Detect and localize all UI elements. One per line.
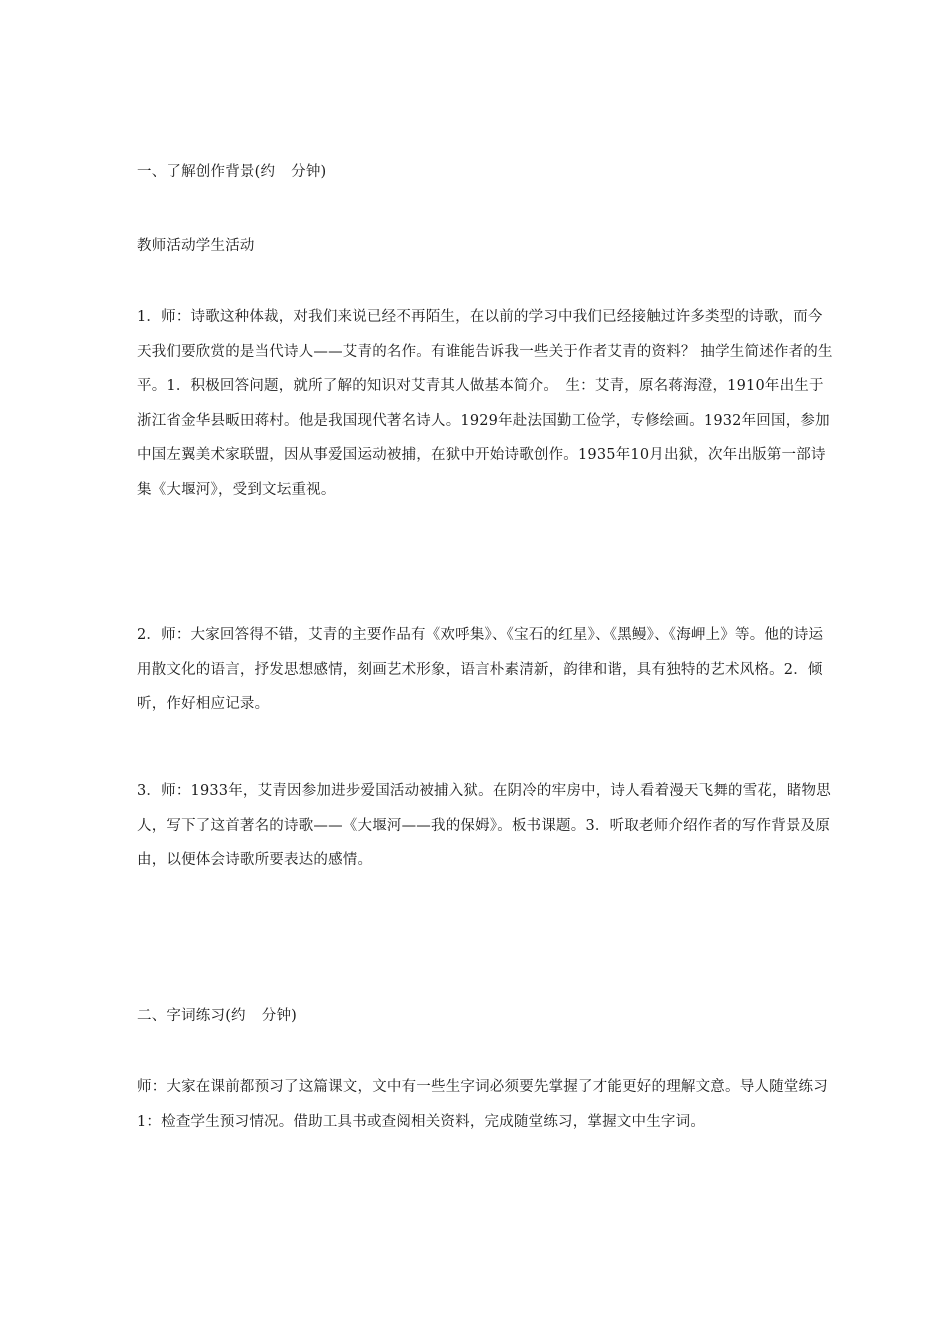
section1-heading-prefix: 一、了解创作背景(约 xyxy=(137,164,276,180)
section1-paragraph-2: 2．师：大家回答得不错，艾青的主要作品有《欢呼集》、《宝石的红星》、《黑鳗》、《海岬上》等。他的诗运用散文化的语言，抒发思想感情，刻画艺术形象，语言朴素清新，韵律和谐，具有独特的艺术风格。2．倾听，作好相应记录。 xyxy=(137,627,824,712)
activity-table-header: 教师活动学生活动 xyxy=(137,238,255,254)
section1-heading xyxy=(137,155,837,189)
section2-heading xyxy=(137,999,837,1033)
section2-paragraph: 师：大家在课前都预习了这篇课文，文中有一些生字词必须要先掌握了才能更好的理解文意。导人随堂练习1：检查学生预习情况。借助工具书或查阅相关资料，完成随堂练习，掌握文中生字词。 xyxy=(137,1079,828,1130)
section1-paragraph-3: 3．师：1933年，艾青因参加进步爱国活动被捕入狱。在阴冷的牢房中，诗人看着漫天飞舞的雪花，睹物思人，写下了这首著名的诗歌——《大堰河——我的保姆》。板书课题。3．听取老师介绍作者的写作背景及原由，以便体会诗歌所要表达的感情。 xyxy=(137,783,831,868)
section2-heading-suffix: 分钟) xyxy=(261,1008,298,1024)
section1-paragraph-1: 1．师：诗歌这种体裁，对我们来说已经不再陌生，在以前的学习中我们已经接触过许多类型的诗歌，而今天我们要欣赏的是当代诗人——艾青的名作。有谁能告诉我一些关于作者艾青的资料？ 抽学生简述作者的生平。1．积极回答问题，就所了解的知识对艾青其人做基本简介。 生：艾青，原名蒋海澄，1910年出生于浙江省金华县畈田蒋村。他是我国现代著名诗人。1929年赴法国勤工俭学，专修绘画。1932年回国，参加中国左翼美术家联盟，因从事爱国运动被捕，在狱中开始诗歌创作。1935年10月出狱，次年出版第一部诗集《大堰河》，受到文坛重视。 xyxy=(137,309,833,498)
section1-heading-suffix: 分钟) xyxy=(291,164,327,180)
section2-heading-prefix: 二、字词练习(约 xyxy=(137,1008,246,1024)
